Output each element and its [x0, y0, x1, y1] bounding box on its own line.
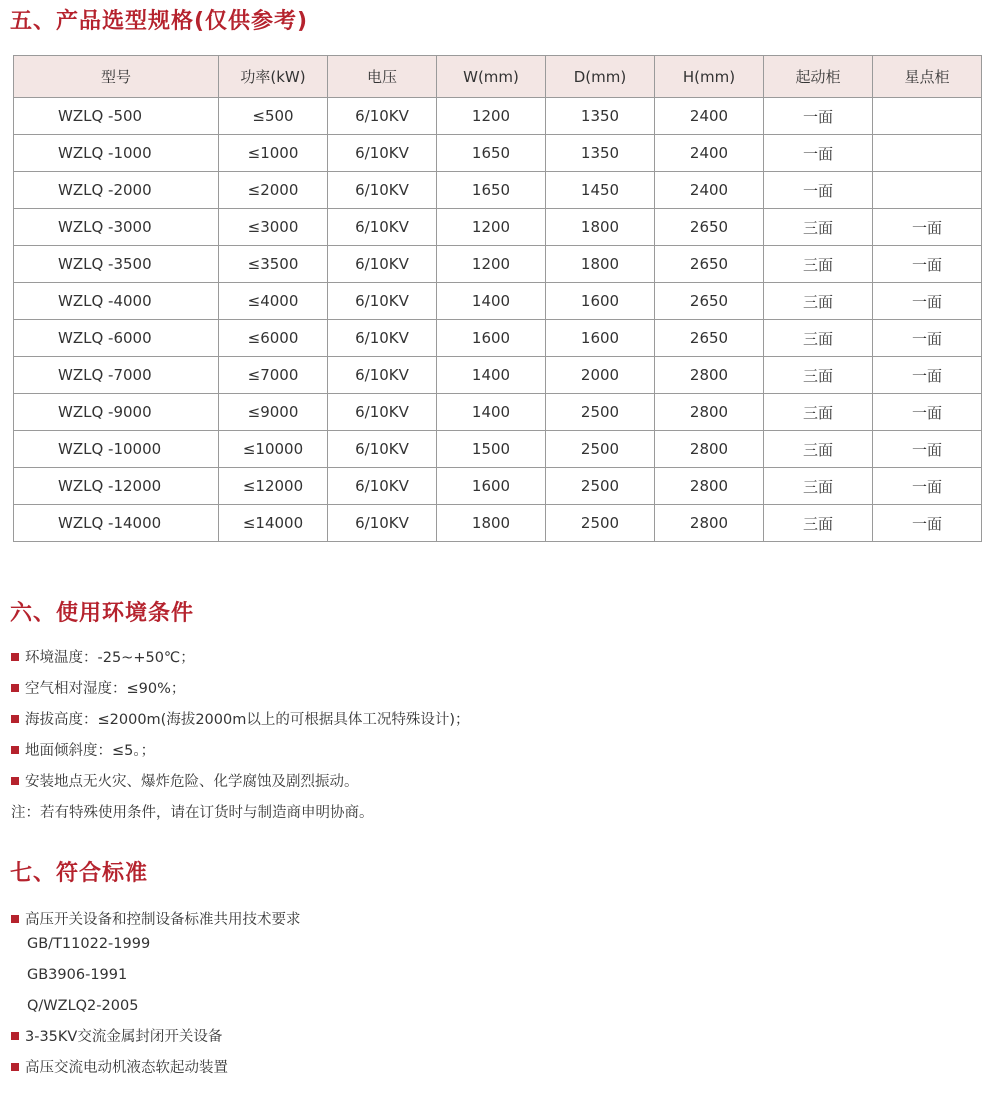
column-header: 型号	[14, 56, 219, 98]
column-header: 功率(kW)	[219, 56, 328, 98]
table-cell: 一面	[873, 320, 982, 357]
column-header: W(mm)	[437, 56, 546, 98]
table-cell: 三面	[764, 394, 873, 431]
table-cell: 1600	[546, 320, 655, 357]
table-cell: 三面	[764, 246, 873, 283]
list-item	[11, 1057, 301, 1088]
table-cell: 1400	[437, 283, 546, 320]
column-header: 起动柜	[764, 56, 873, 98]
table-cell: 一面	[764, 172, 873, 209]
table-cell: 1400	[437, 357, 546, 394]
table-cell: 6/10KV	[328, 246, 437, 283]
table-cell: 6/10KV	[328, 394, 437, 431]
table-cell: 1650	[437, 172, 546, 209]
table-cell: 2800	[655, 357, 764, 394]
table-cell: 三面	[764, 357, 873, 394]
table-cell: 2800	[655, 505, 764, 542]
table-cell: 一面	[873, 431, 982, 468]
table-cell: 6/10KV	[328, 135, 437, 172]
table-cell: 2500	[546, 394, 655, 431]
column-header: H(mm)	[655, 56, 764, 98]
model-cell: WZLQ -10000	[14, 431, 219, 468]
square-bullet-icon	[11, 653, 19, 661]
table-cell: 2500	[546, 431, 655, 468]
list-item-text: 高压开关设备和控制设备标准共用技术要求	[25, 912, 301, 928]
table-cell: 6/10KV	[328, 283, 437, 320]
table-row	[14, 505, 982, 542]
table-row	[14, 135, 982, 172]
table-cell: 2650	[655, 320, 764, 357]
table-cell: 6/10KV	[328, 98, 437, 135]
table-cell: 1800	[546, 246, 655, 283]
table-cell: 三面	[764, 320, 873, 357]
table-cell: 1450	[546, 172, 655, 209]
table-cell: 1200	[437, 246, 546, 283]
table-cell: 2400	[655, 98, 764, 135]
spec-table-body	[14, 98, 982, 542]
list-item-text: 高压交流电动机液态软起动装置	[25, 1060, 228, 1076]
table-cell: 2400	[655, 172, 764, 209]
table-header-row	[14, 56, 982, 98]
model-cell: WZLQ -500	[14, 98, 219, 135]
table-row	[14, 320, 982, 357]
table-cell: 2800	[655, 468, 764, 505]
square-bullet-icon	[11, 1063, 19, 1071]
table-cell: 2650	[655, 209, 764, 246]
table-cell: ≤1000	[219, 135, 328, 172]
table-cell: ≤6000	[219, 320, 328, 357]
table-cell	[873, 172, 982, 209]
section-title-standards: 七、符合标准	[10, 861, 149, 886]
section-title-spec: 五、产品选型规格(仅供参考)	[10, 9, 309, 34]
table-cell: 一面	[873, 394, 982, 431]
table-cell: 1200	[437, 209, 546, 246]
standard-code: Q/WZLQ2-2005	[27, 998, 139, 1014]
model-cell: WZLQ -7000	[14, 357, 219, 394]
table-row	[14, 468, 982, 505]
table-cell: 2650	[655, 283, 764, 320]
model-cell: WZLQ -14000	[14, 505, 219, 542]
model-cell: WZLQ -4000	[14, 283, 219, 320]
column-header: 电压	[328, 56, 437, 98]
table-cell: ≤3500	[219, 246, 328, 283]
table-cell: 一面	[873, 283, 982, 320]
table-row	[14, 357, 982, 394]
square-bullet-icon	[11, 1032, 19, 1040]
list-item	[11, 709, 470, 740]
table-cell: 2800	[655, 431, 764, 468]
table-cell: 三面	[764, 283, 873, 320]
model-cell: WZLQ -1000	[14, 135, 219, 172]
table-cell: 1600	[546, 283, 655, 320]
table-cell: ≤7000	[219, 357, 328, 394]
table-cell: 6/10KV	[328, 172, 437, 209]
table-cell: ≤14000	[219, 505, 328, 542]
table-row	[14, 283, 982, 320]
table-cell: 一面	[873, 209, 982, 246]
table-cell	[873, 135, 982, 172]
table-row	[14, 431, 982, 468]
table-cell: 1650	[437, 135, 546, 172]
table-cell: ≤4000	[219, 283, 328, 320]
table-cell: ≤2000	[219, 172, 328, 209]
table-cell: 6/10KV	[328, 357, 437, 394]
table-cell: 三面	[764, 468, 873, 505]
environment-note: 注：若有特殊使用条件，请在订货时与制造商申明协商。	[11, 805, 374, 821]
table-cell: 1200	[437, 98, 546, 135]
table-row	[14, 98, 982, 135]
table-cell: ≤10000	[219, 431, 328, 468]
table-cell: 2800	[655, 394, 764, 431]
list-item-text: 3-35KV交流金属封闭开关设备	[25, 1029, 223, 1045]
table-cell: 2500	[546, 468, 655, 505]
square-bullet-icon	[11, 915, 19, 923]
section-title-environment: 六、使用环境条件	[10, 601, 195, 626]
model-cell: WZLQ -12000	[14, 468, 219, 505]
square-bullet-icon	[11, 777, 19, 785]
table-cell: ≤500	[219, 98, 328, 135]
table-row	[14, 246, 982, 283]
list-item	[11, 647, 470, 678]
table-cell: 三面	[764, 505, 873, 542]
table-cell: 2000	[546, 357, 655, 394]
table-cell: ≤12000	[219, 468, 328, 505]
table-cell: 1350	[546, 135, 655, 172]
table-cell: 6/10KV	[328, 320, 437, 357]
environment-list	[11, 647, 470, 833]
table-cell: 6/10KV	[328, 209, 437, 246]
list-item	[11, 1026, 301, 1057]
standard-code: GB3906-1991	[27, 967, 128, 983]
column-header: 星点柜	[873, 56, 982, 98]
list-item	[11, 771, 470, 802]
table-row	[14, 209, 982, 246]
model-cell: WZLQ -6000	[14, 320, 219, 357]
table-cell: 一面	[764, 98, 873, 135]
table-cell: 6/10KV	[328, 468, 437, 505]
table-cell: ≤9000	[219, 394, 328, 431]
list-item	[11, 740, 470, 771]
table-cell: 1800	[546, 209, 655, 246]
standard-code: GB/T11022-1999	[27, 936, 151, 952]
table-cell: 一面	[764, 135, 873, 172]
table-cell: 1400	[437, 394, 546, 431]
spec-table	[13, 55, 982, 542]
table-cell: 2500	[546, 505, 655, 542]
square-bullet-icon	[11, 746, 19, 754]
list-item-text: 空气相对湿度：≤90%；	[25, 681, 186, 697]
table-cell: 1800	[437, 505, 546, 542]
table-cell: 一面	[873, 246, 982, 283]
table-cell: 1600	[437, 320, 546, 357]
table-cell: 6/10KV	[328, 505, 437, 542]
table-cell: 1600	[437, 468, 546, 505]
square-bullet-icon	[11, 684, 19, 692]
table-cell: 2400	[655, 135, 764, 172]
table-cell: 1500	[437, 431, 546, 468]
table-cell: 三面	[764, 431, 873, 468]
model-cell: WZLQ -3000	[14, 209, 219, 246]
table-cell: 1350	[546, 98, 655, 135]
list-item	[11, 909, 301, 933]
list-item-text: 安装地点无火灾、爆炸危险、化学腐蚀及剧烈振动。	[25, 774, 359, 790]
standards-list	[11, 909, 301, 1088]
list-item-text: 环境温度：-25~+50℃；	[25, 650, 195, 666]
model-cell: WZLQ -9000	[14, 394, 219, 431]
list-item	[11, 678, 470, 709]
list-item-text: 海拔高度：≤2000m(海拔2000m以上的可根据具体工况特殊设计)；	[25, 712, 470, 728]
table-cell: 三面	[764, 209, 873, 246]
table-cell: 一面	[873, 468, 982, 505]
table-row	[14, 172, 982, 209]
square-bullet-icon	[11, 715, 19, 723]
table-cell: 一面	[873, 357, 982, 394]
model-cell: WZLQ -2000	[14, 172, 219, 209]
table-cell	[873, 98, 982, 135]
table-cell: 2650	[655, 246, 764, 283]
table-cell: 一面	[873, 505, 982, 542]
column-header: D(mm)	[546, 56, 655, 98]
table-row	[14, 394, 982, 431]
list-item-text: 地面倾斜度：≤5。；	[25, 743, 156, 759]
table-cell: 6/10KV	[328, 431, 437, 468]
model-cell: WZLQ -3500	[14, 246, 219, 283]
table-cell: ≤3000	[219, 209, 328, 246]
